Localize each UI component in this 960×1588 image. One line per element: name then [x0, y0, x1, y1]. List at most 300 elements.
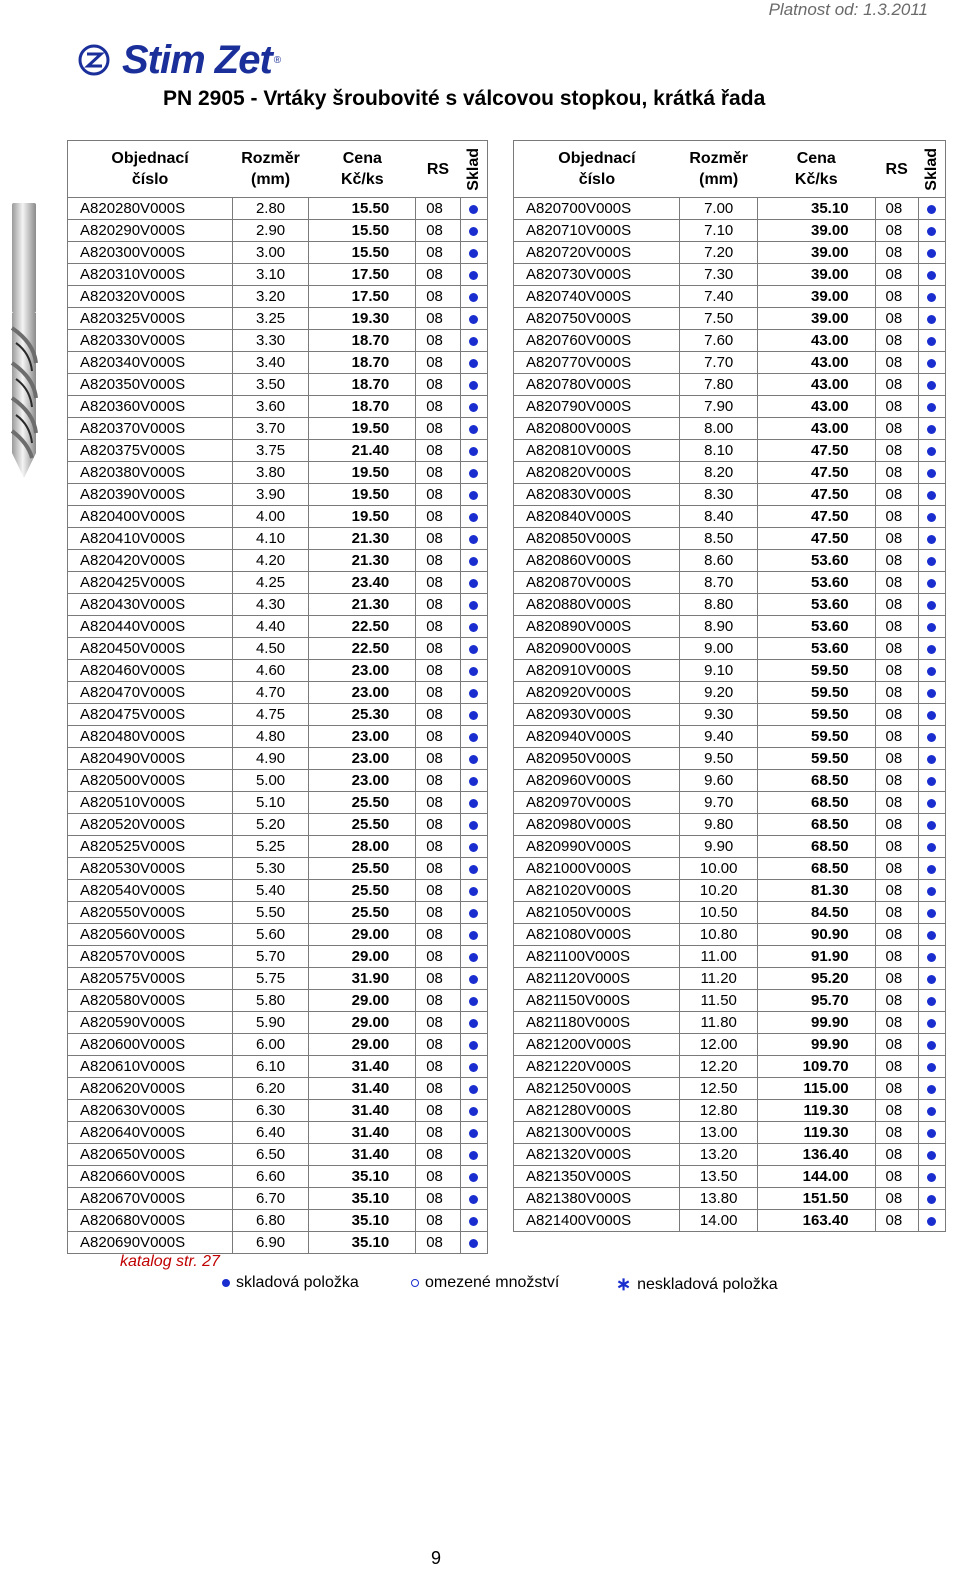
table-row: [68, 264, 488, 286]
order-number-cell: A820710V000S: [514, 220, 680, 242]
order-number-cell: A820500V000S: [68, 770, 233, 792]
order-number-cell: A820740V000S: [514, 286, 680, 308]
header-stock: Sklad: [918, 141, 945, 198]
rs-cell: 08: [416, 308, 461, 330]
rs-cell: 08: [875, 462, 918, 484]
size-cell: 5.00: [232, 770, 309, 792]
header-size: Rozměr (mm): [680, 141, 758, 198]
stock-dot-icon: [469, 535, 478, 544]
order-number-cell: A820820V000S: [514, 462, 680, 484]
rs-cell: 08: [875, 1034, 918, 1056]
order-number-cell: A820830V000S: [514, 484, 680, 506]
stock-cell: [918, 242, 945, 264]
table-row: [514, 1078, 946, 1100]
price-cell: 43.00: [757, 352, 875, 374]
price-cell: 23.00: [309, 726, 416, 748]
order-number-cell: A820880V000S: [514, 594, 680, 616]
order-number-cell: A820690V000S: [68, 1232, 233, 1254]
rs-cell: 08: [416, 352, 461, 374]
size-cell: 3.75: [232, 440, 309, 462]
rs-cell: 08: [416, 990, 461, 1012]
size-cell: 3.25: [232, 308, 309, 330]
table-row: [68, 792, 488, 814]
registered-mark: ®: [273, 54, 282, 66]
stock-dot-icon: [469, 843, 478, 852]
stock-dot-icon: [927, 1151, 936, 1160]
size-cell: 2.90: [232, 220, 309, 242]
stock-dot-icon: [469, 689, 478, 698]
table-row: [68, 770, 488, 792]
size-cell: 6.60: [232, 1166, 309, 1188]
table-row: [514, 440, 946, 462]
rs-cell: 08: [875, 616, 918, 638]
stock-cell: [460, 638, 487, 660]
price-cell: 68.50: [757, 858, 875, 880]
size-cell: 5.80: [232, 990, 309, 1012]
stock-cell: [918, 506, 945, 528]
table-row: [68, 440, 488, 462]
size-cell: 9.60: [680, 770, 758, 792]
size-cell: 7.90: [680, 396, 758, 418]
price-cell: 47.50: [757, 440, 875, 462]
rs-cell: 08: [416, 1034, 461, 1056]
stock-dot-icon: [469, 909, 478, 918]
price-cell: 23.00: [309, 682, 416, 704]
stock-cell: [460, 704, 487, 726]
size-cell: 8.60: [680, 550, 758, 572]
stock-dot-icon: [469, 425, 478, 434]
filled-dot-icon: [222, 1279, 230, 1287]
size-cell: 5.75: [232, 968, 309, 990]
stock-cell: [918, 1056, 945, 1078]
price-cell: 29.00: [309, 1034, 416, 1056]
table-row: [68, 836, 488, 858]
size-cell: 6.70: [232, 1188, 309, 1210]
rs-cell: 08: [875, 198, 918, 220]
stock-cell: [460, 396, 487, 418]
order-number-cell: A820350V000S: [68, 374, 233, 396]
stock-dot-icon: [469, 887, 478, 896]
price-cell: 25.50: [309, 858, 416, 880]
table-row: [514, 220, 946, 242]
stock-cell: [918, 836, 945, 858]
table-row: [514, 814, 946, 836]
table-row: [514, 1100, 946, 1122]
size-cell: 4.40: [232, 616, 309, 638]
order-number-cell: A820400V000S: [68, 506, 233, 528]
stock-cell: [918, 858, 945, 880]
price-cell: 29.00: [309, 1012, 416, 1034]
price-cell: 19.50: [309, 484, 416, 506]
price-cell: 47.50: [757, 528, 875, 550]
size-cell: 9.00: [680, 638, 758, 660]
price-cell: 31.40: [309, 1122, 416, 1144]
price-cell: 21.30: [309, 594, 416, 616]
header-order-number: Objednací číslo: [68, 141, 233, 198]
rs-cell: 08: [416, 770, 461, 792]
table-row: [514, 880, 946, 902]
stock-dot-icon: [469, 1173, 478, 1182]
stock-dot-icon: [469, 1195, 478, 1204]
size-cell: 13.20: [680, 1144, 758, 1166]
table-row: [514, 1034, 946, 1056]
order-number-cell: A820810V000S: [514, 440, 680, 462]
order-number-cell: A820450V000S: [68, 638, 233, 660]
size-cell: 7.50: [680, 308, 758, 330]
rs-cell: 08: [875, 682, 918, 704]
table-row: [68, 1166, 488, 1188]
stock-cell: [918, 396, 945, 418]
stock-cell: [460, 880, 487, 902]
size-cell: 3.20: [232, 286, 309, 308]
price-cell: 15.50: [309, 220, 416, 242]
stock-cell: [460, 814, 487, 836]
stock-cell: [918, 990, 945, 1012]
table-row: [68, 462, 488, 484]
order-number-cell: A821350V000S: [514, 1166, 680, 1188]
price-cell: 68.50: [757, 770, 875, 792]
size-cell: 4.00: [232, 506, 309, 528]
table-header-row: [514, 141, 946, 198]
table-row: [514, 550, 946, 572]
rs-cell: 08: [875, 572, 918, 594]
stock-dot-icon: [469, 1107, 478, 1116]
stock-cell: [918, 594, 945, 616]
rs-cell: 08: [875, 1100, 918, 1122]
table-row: [68, 880, 488, 902]
rs-cell: 08: [416, 836, 461, 858]
rs-cell: 08: [875, 1078, 918, 1100]
size-cell: 3.10: [232, 264, 309, 286]
header-order-number: Objednací číslo: [514, 141, 680, 198]
stock-dot-icon: [469, 205, 478, 214]
table-row: [68, 726, 488, 748]
stock-cell: [918, 660, 945, 682]
table-row: [514, 528, 946, 550]
price-cell: 95.70: [757, 990, 875, 1012]
stock-dot-icon: [927, 755, 936, 764]
size-cell: 9.20: [680, 682, 758, 704]
order-number-cell: A820990V000S: [514, 836, 680, 858]
stock-dot-icon: [927, 623, 936, 632]
size-cell: 13.00: [680, 1122, 758, 1144]
rs-cell: 08: [875, 264, 918, 286]
rs-cell: 08: [416, 1210, 461, 1232]
rs-cell: 08: [416, 220, 461, 242]
table-row: [68, 1210, 488, 1232]
table-row: [514, 726, 946, 748]
size-cell: 4.60: [232, 660, 309, 682]
price-cell: 35.10: [309, 1232, 416, 1254]
order-number-cell: A820800V000S: [514, 418, 680, 440]
order-number-cell: A820300V000S: [68, 242, 233, 264]
size-cell: 3.60: [232, 396, 309, 418]
table-row: [514, 770, 946, 792]
order-number-cell: A820670V000S: [68, 1188, 233, 1210]
stock-cell: [460, 594, 487, 616]
stock-cell: [460, 242, 487, 264]
stock-dot-icon: [469, 249, 478, 258]
price-cell: 31.90: [309, 968, 416, 990]
price-cell: 39.00: [757, 308, 875, 330]
stock-dot-icon: [469, 733, 478, 742]
order-number-cell: A820490V000S: [68, 748, 233, 770]
size-cell: 11.80: [680, 1012, 758, 1034]
order-number-cell: A820375V000S: [68, 440, 233, 462]
rs-cell: 08: [416, 396, 461, 418]
order-number-cell: A820310V000S: [68, 264, 233, 286]
price-cell: 31.40: [309, 1100, 416, 1122]
stock-cell: [918, 572, 945, 594]
table-row: [68, 814, 488, 836]
stock-dot-icon: [927, 359, 936, 368]
size-cell: 2.80: [232, 198, 309, 220]
table-row: [68, 858, 488, 880]
table-row: [68, 1056, 488, 1078]
stock-cell: [460, 924, 487, 946]
rs-cell: 08: [416, 1144, 461, 1166]
stock-dot-icon: [469, 579, 478, 588]
size-cell: 7.80: [680, 374, 758, 396]
price-cell: 91.90: [757, 946, 875, 968]
size-cell: 8.80: [680, 594, 758, 616]
stock-dot-icon: [469, 623, 478, 632]
rs-cell: 08: [416, 506, 461, 528]
table-row: [68, 990, 488, 1012]
price-cell: 29.00: [309, 990, 416, 1012]
table-row: [514, 484, 946, 506]
stock-dot-icon: [469, 1063, 478, 1072]
rs-cell: 08: [416, 264, 461, 286]
stock-dot-icon: [469, 777, 478, 786]
stock-dot-icon: [927, 843, 936, 852]
stock-cell: [918, 968, 945, 990]
stock-dot-icon: [927, 249, 936, 258]
price-cell: 23.00: [309, 770, 416, 792]
rs-cell: 08: [875, 792, 918, 814]
rs-cell: 08: [875, 946, 918, 968]
stock-cell: [918, 1166, 945, 1188]
order-number-cell: A820650V000S: [68, 1144, 233, 1166]
table-row: [514, 990, 946, 1012]
order-number-cell: A820870V000S: [514, 572, 680, 594]
rs-cell: 08: [875, 836, 918, 858]
order-number-cell: A820320V000S: [68, 286, 233, 308]
stock-dot-icon: [927, 975, 936, 984]
legend-limited-label: omezené množství: [425, 1274, 560, 1291]
price-cell: 25.30: [309, 704, 416, 726]
header-price: Cena Kč/ks: [309, 141, 416, 198]
stock-cell: [460, 616, 487, 638]
price-cell: 19.50: [309, 506, 416, 528]
table-row: [68, 506, 488, 528]
rs-cell: 08: [875, 594, 918, 616]
stock-dot-icon: [469, 865, 478, 874]
price-cell: 19.50: [309, 462, 416, 484]
table-row: [514, 748, 946, 770]
size-cell: 10.20: [680, 880, 758, 902]
table-row: [68, 924, 488, 946]
size-cell: 7.60: [680, 330, 758, 352]
stock-dot-icon: [927, 799, 936, 808]
order-number-cell: A820370V000S: [68, 418, 233, 440]
size-cell: 5.60: [232, 924, 309, 946]
size-cell: 11.00: [680, 946, 758, 968]
rs-cell: 08: [416, 726, 461, 748]
stock-cell: [460, 440, 487, 462]
price-cell: 17.50: [309, 286, 416, 308]
table-row: [68, 1078, 488, 1100]
size-cell: 3.30: [232, 330, 309, 352]
price-table-right: [513, 140, 946, 1232]
asterisk-icon: ∗: [616, 1274, 632, 1294]
table-row: [68, 198, 488, 220]
order-number-cell: A820700V000S: [514, 198, 680, 220]
rs-cell: 08: [875, 396, 918, 418]
stock-dot-icon: [927, 909, 936, 918]
stock-cell: [460, 1210, 487, 1232]
price-cell: 18.70: [309, 330, 416, 352]
table-row: [514, 1144, 946, 1166]
table-row: [514, 308, 946, 330]
price-cell: 29.00: [309, 924, 416, 946]
validity-date: Platnost od: 1.3.2011: [768, 0, 928, 19]
stock-cell: [918, 1078, 945, 1100]
size-cell: 10.80: [680, 924, 758, 946]
stock-dot-icon: [469, 359, 478, 368]
table-row: [514, 1012, 946, 1034]
table-row: [514, 1122, 946, 1144]
stock-dot-icon: [469, 381, 478, 390]
order-number-cell: A821320V000S: [514, 1144, 680, 1166]
stock-dot-icon: [927, 953, 936, 962]
rs-cell: 08: [875, 990, 918, 1012]
stock-dot-icon: [927, 601, 936, 610]
stock-cell: [918, 440, 945, 462]
price-cell: 21.30: [309, 550, 416, 572]
size-cell: 5.70: [232, 946, 309, 968]
order-number-cell: A820630V000S: [68, 1100, 233, 1122]
size-cell: 3.80: [232, 462, 309, 484]
stock-cell: [460, 220, 487, 242]
rs-cell: 08: [416, 1232, 461, 1254]
price-cell: 53.60: [757, 550, 875, 572]
stock-cell: [460, 1122, 487, 1144]
size-cell: 8.50: [680, 528, 758, 550]
rs-cell: 08: [875, 418, 918, 440]
size-cell: 6.10: [232, 1056, 309, 1078]
size-cell: 12.20: [680, 1056, 758, 1078]
price-cell: 59.50: [757, 660, 875, 682]
size-cell: 4.90: [232, 748, 309, 770]
order-number-cell: A821220V000S: [514, 1056, 680, 1078]
stock-cell: [918, 1188, 945, 1210]
price-cell: 119.30: [757, 1100, 875, 1122]
stock-dot-icon: [469, 755, 478, 764]
rs-cell: 08: [416, 330, 461, 352]
size-cell: 6.50: [232, 1144, 309, 1166]
price-cell: 18.70: [309, 396, 416, 418]
stock-cell: [460, 990, 487, 1012]
size-cell: 7.70: [680, 352, 758, 374]
header-stock: Sklad: [460, 141, 487, 198]
stock-cell: [460, 748, 487, 770]
size-cell: 7.30: [680, 264, 758, 286]
legend-stock-item: [222, 1274, 359, 1292]
table-row: [68, 902, 488, 924]
size-cell: 4.50: [232, 638, 309, 660]
price-cell: 115.00: [757, 1078, 875, 1100]
stock-cell: [460, 198, 487, 220]
stock-cell: [918, 726, 945, 748]
price-cell: 47.50: [757, 506, 875, 528]
rs-cell: 08: [416, 1188, 461, 1210]
table-row: [514, 506, 946, 528]
size-cell: 13.80: [680, 1188, 758, 1210]
price-cell: 19.30: [309, 308, 416, 330]
order-number-cell: A820580V000S: [68, 990, 233, 1012]
rs-cell: 08: [416, 1166, 461, 1188]
stock-dot-icon: [469, 1151, 478, 1160]
stock-dot-icon: [927, 711, 936, 720]
order-number-cell: A820550V000S: [68, 902, 233, 924]
stock-cell: [918, 1034, 945, 1056]
table-row: [68, 638, 488, 660]
stock-dot-icon: [927, 1041, 936, 1050]
header-size: Rozměr (mm): [232, 141, 309, 198]
table-row: [514, 638, 946, 660]
size-cell: 12.00: [680, 1034, 758, 1056]
order-number-cell: A820340V000S: [68, 352, 233, 374]
order-number-cell: A821200V000S: [514, 1034, 680, 1056]
size-cell: 8.70: [680, 572, 758, 594]
order-number-cell: A820590V000S: [68, 1012, 233, 1034]
stock-dot-icon: [469, 337, 478, 346]
stock-cell: [460, 858, 487, 880]
rs-cell: 08: [875, 484, 918, 506]
order-number-cell: A820920V000S: [514, 682, 680, 704]
price-cell: 25.50: [309, 902, 416, 924]
stock-cell: [918, 616, 945, 638]
stock-cell: [918, 814, 945, 836]
price-cell: 22.50: [309, 638, 416, 660]
stock-dot-icon: [927, 293, 936, 302]
stock-dot-icon: [927, 887, 936, 896]
price-cell: 68.50: [757, 814, 875, 836]
rs-cell: 08: [416, 286, 461, 308]
order-number-cell: A821300V000S: [514, 1122, 680, 1144]
table-row: [514, 704, 946, 726]
rs-cell: 08: [875, 220, 918, 242]
rs-cell: 08: [875, 550, 918, 572]
price-cell: 90.90: [757, 924, 875, 946]
stock-dot-icon: [469, 997, 478, 1006]
size-cell: 8.90: [680, 616, 758, 638]
stock-dot-icon: [927, 1173, 936, 1182]
stock-cell: [918, 748, 945, 770]
stock-cell: [460, 550, 487, 572]
order-number-cell: A820960V000S: [514, 770, 680, 792]
price-cell: 144.00: [757, 1166, 875, 1188]
price-cell: 17.50: [309, 264, 416, 286]
size-cell: 3.90: [232, 484, 309, 506]
legend-nonstock-item: [616, 1274, 778, 1295]
rs-cell: 08: [875, 1166, 918, 1188]
rs-cell: 08: [875, 770, 918, 792]
stock-dot-icon: [927, 1063, 936, 1072]
size-cell: 5.40: [232, 880, 309, 902]
rs-cell: 08: [416, 1100, 461, 1122]
